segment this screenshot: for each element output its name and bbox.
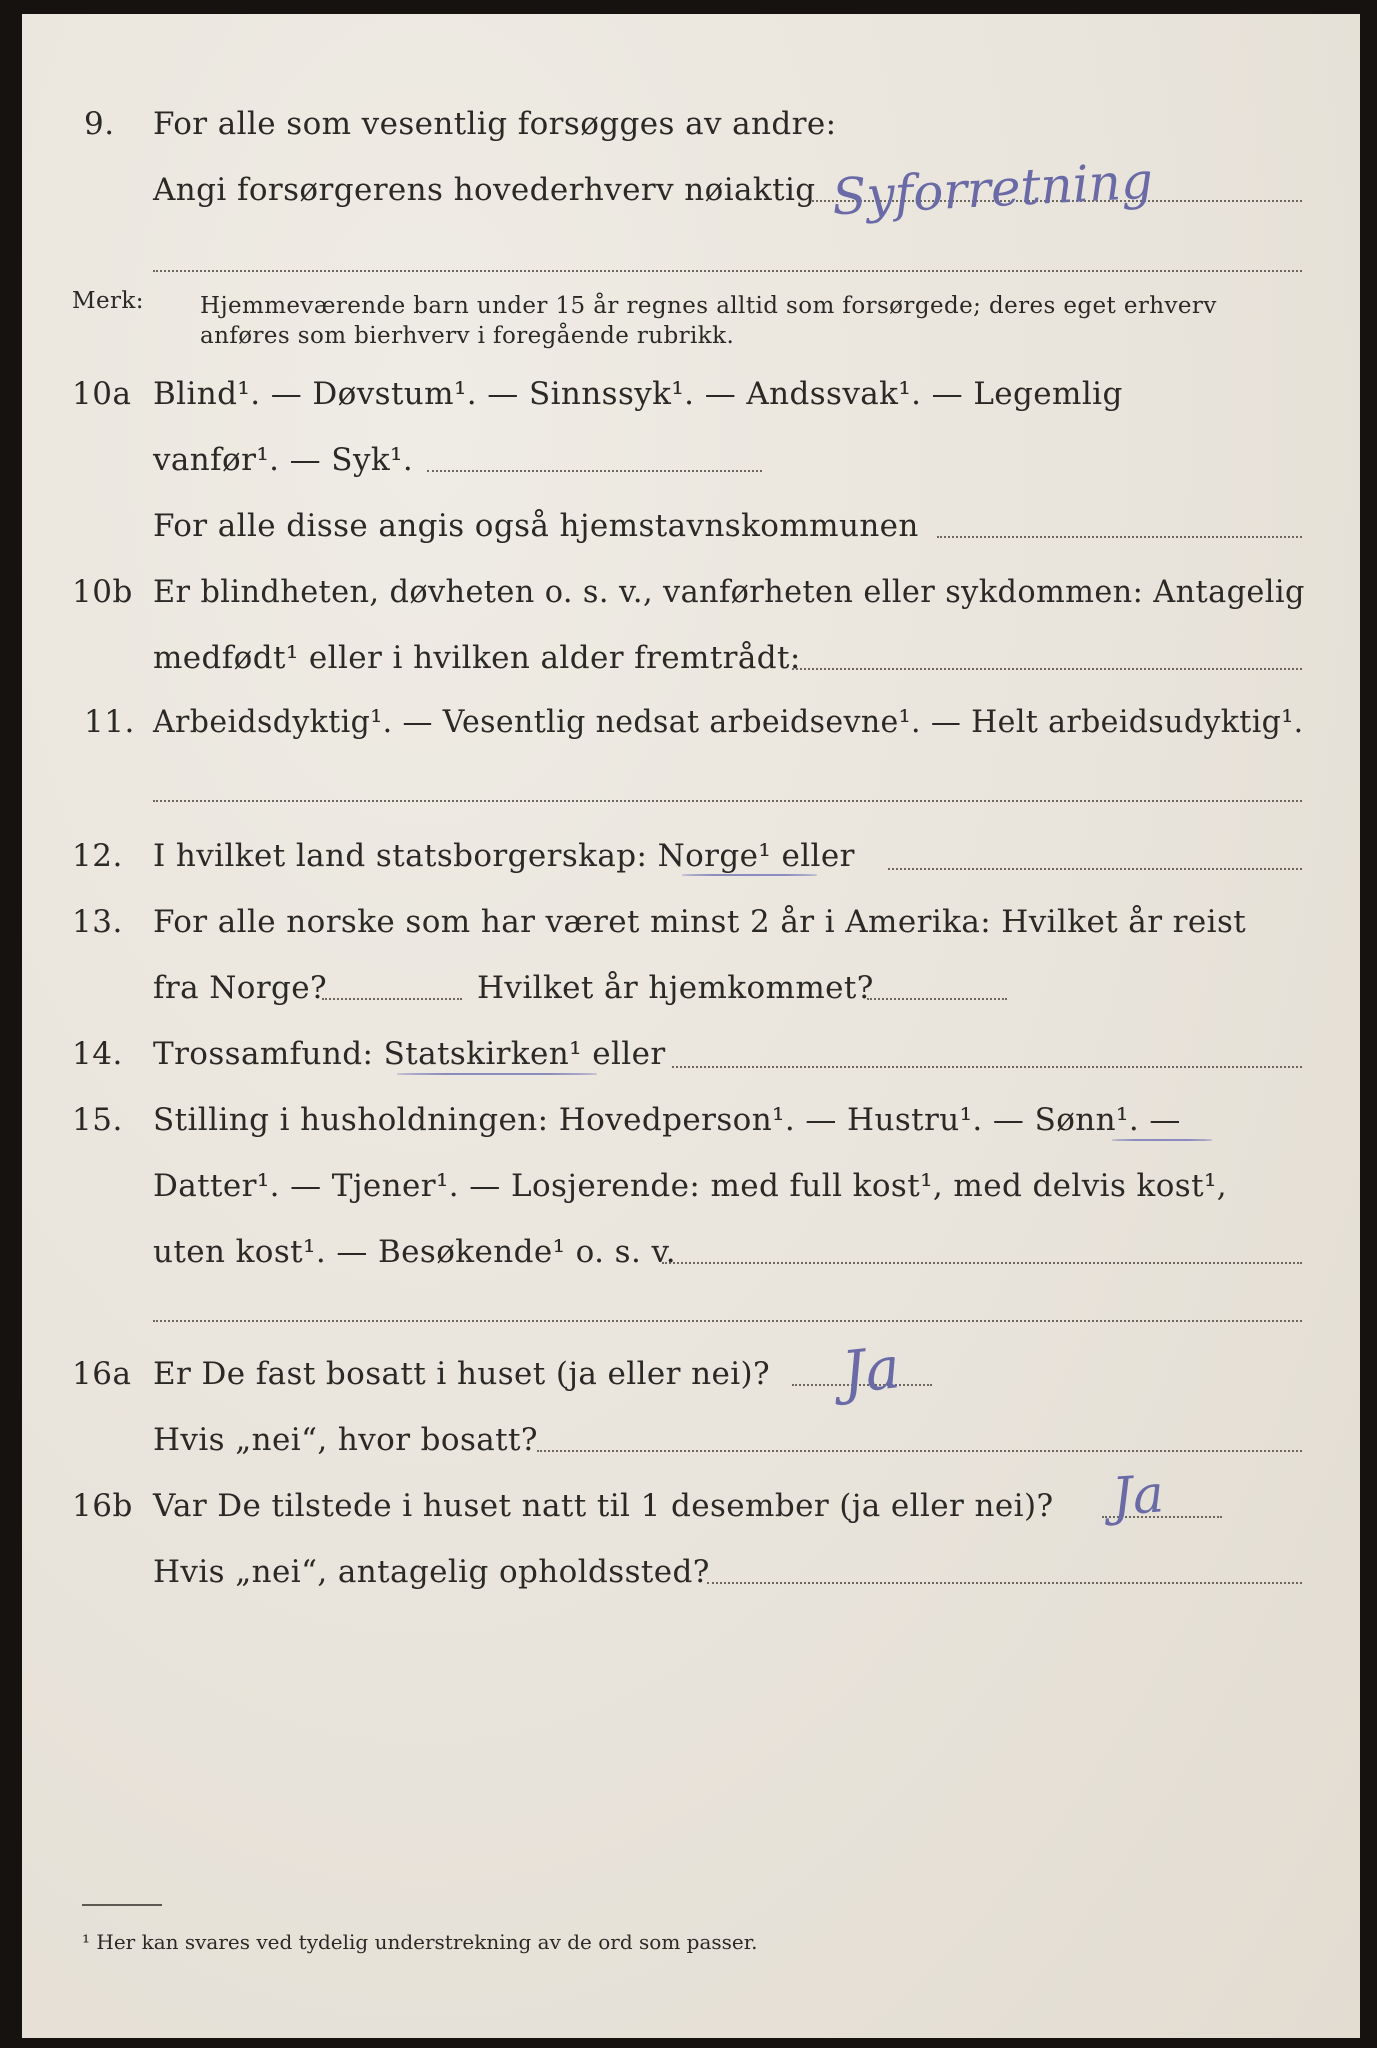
q13-return-line[interactable] [867,998,1007,1000]
q10b-line1: Er blindheten, døvheten o. s. v., vanførheten eller sykdommen: Antagelig [153,574,1305,610]
q9-extra-line[interactable] [153,270,1302,272]
q9-line2: Angi forsørgerens hovederhverv nøiaktig [153,172,816,208]
q11-number: 11. [84,704,135,740]
q10b-answer-line[interactable] [792,668,1302,670]
q9-line1: For alle som vesentlig forsøgges av andre: [153,106,837,142]
merk-line1: Hjemmeværende barn under 15 år regnes alltid som forsørgede; deres eget erhverv [200,293,1217,319]
q12-line1: I hvilket land statsborgerskap: Norge¹ eller [153,838,855,874]
q15-line2: Datter¹. — Tjener¹. — Losjerende: med full kost¹, med delvis kost¹, [153,1168,1228,1204]
footnote-rule [82,1904,162,1906]
q15-line1: Stilling i husholdningen: Hovedperson¹. — Hustru¹. — Sønn¹. — [153,1102,1181,1138]
q16b-handwritten-answer: Ja [1109,1464,1166,1528]
q16b-location-line[interactable] [707,1582,1302,1584]
q15-answer-line[interactable] [662,1262,1302,1264]
q14-answer-line[interactable] [672,1066,1302,1068]
q16a-line2: Hvis „nei“, hvor bosatt? [153,1422,538,1458]
q10b-number: 10b [72,574,133,610]
q16a-handwritten-answer: Ja [838,1333,904,1407]
q11-line1: Arbeidsdyktig¹. — Vesentlig nedsat arbeidsevne¹. — Helt arbeidsudyktig¹. [153,704,1304,740]
q14-number: 14. [72,1036,123,1072]
q15-sonn-underline [1112,1139,1212,1141]
q13-departure-line[interactable] [322,998,462,1000]
q10a-hometown-line[interactable] [937,536,1302,538]
q10a-line2: vanfør¹. — Syk¹. [153,442,414,478]
q16a-residence-line[interactable] [537,1450,1302,1452]
q12-answer-line[interactable] [888,868,1302,870]
q11-answer-line[interactable] [153,800,1302,802]
q9-number: 9. [84,106,115,142]
q15-line3: uten kost¹. — Besøkende¹ o. s. v. [153,1234,676,1270]
census-form-page [22,14,1360,2038]
q16a-number: 16a [72,1356,132,1392]
q10a-number: 10a [72,376,132,412]
q16b-line2: Hvis „nei“, antagelig opholdssted? [153,1554,710,1590]
q13-line2b: Hvilket år hjemkommet? [477,970,874,1006]
merk-line2: anføres som bierhverv i foregående rubrikk. [200,323,735,349]
footnote: ¹ Her kan svares ved tydelig understrekning av de ord som passer. [82,1930,758,1954]
q15-number: 15. [72,1102,123,1138]
q10a-line3: For alle disse angis også hjemstavnskommunen [153,508,919,544]
q14-statskirken-underline [397,1073,597,1075]
q12-number: 12. [72,838,123,874]
merk-label: Merk: [72,288,144,314]
q10a-answer-line[interactable] [427,470,762,472]
q10b-line2: medfødt¹ eller i hvilken alder fremtrådt: [153,640,801,676]
q13-number: 13. [72,904,123,940]
q12-norge-underline [682,874,817,876]
q16a-line1: Er De fast bosatt i huset (ja eller nei)? [153,1356,771,1392]
q15-extra-line[interactable] [153,1320,1302,1322]
q10a-line1: Blind¹. — Døvstum¹. — Sinnssyk¹. — Andssvak¹. — Legemlig [153,376,1123,412]
q13-line1: For alle norske som har været minst 2 år i Amerika: Hvilket år reist [153,904,1247,940]
q14-line1: Trossamfund: Statskirken¹ eller [153,1036,666,1072]
q13-line2a: fra Norge? [153,970,328,1006]
q16b-line1: Var De tilstede i huset natt til 1 desember (ja eller nei)? [153,1488,1054,1524]
q9-handwritten-answer: Syforretning [830,151,1155,227]
q16b-number: 16b [72,1488,133,1524]
